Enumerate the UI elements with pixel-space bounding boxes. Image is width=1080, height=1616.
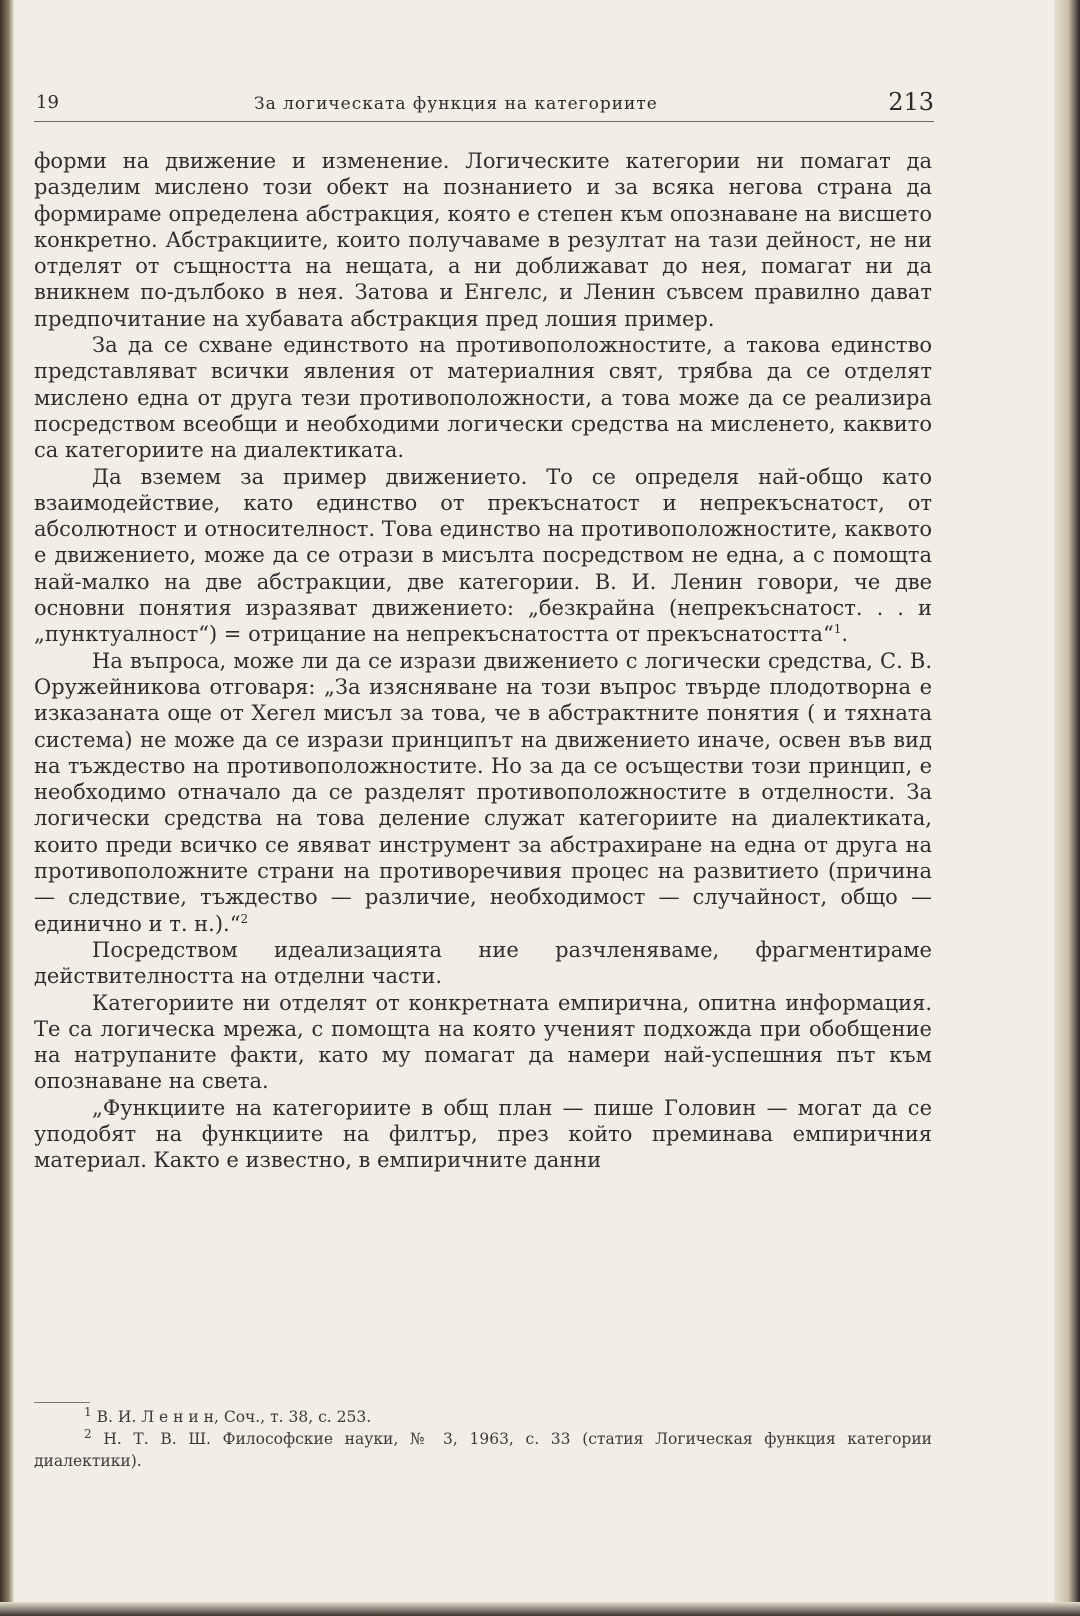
footnote-mark: 2 [240, 911, 249, 926]
footnote-mark: 2 [84, 1426, 92, 1441]
footnote-rule [34, 1402, 90, 1403]
paragraph: Категориите ни отделят от конкретната емпирична, опитна информация. Те са логическа мрежа, с помощта на която ученият подхожда при обобщение на натрупаните факти, като му помагат да намери най-успешния път към опознаване на света. [34, 990, 932, 1094]
page-edge-right [1054, 0, 1080, 1616]
running-header [34, 82, 934, 122]
paragraph-text: Да вземем за пример движението. То се определя най-общо като взаимодействие, като единство от прекъснатост и непрекъснатост, от абсолютност и относителност. Това единство на противоположностите, каквото е движението, може да се отрази в мисълта посредством не една, а с помощта най-малко на две абстракции, две категории. В. И. Ленин говори, че две основни понятия изразяват движението: „безкрайна (непрекъснатост. . . и „пунктуалност“) = отрицание на непрекъснатостта от прекъснатостта“ [34, 464, 932, 647]
footnote-text: Н. Т. В. Ш. Философские науки, № 3, 1963, с. 33 (статия Логическая функция категории диалектики). [34, 1430, 932, 1470]
paragraph: „Функциите на категориите в общ план — пише Головин — могат да се уподобят на функциите на филтър, през който преминава емпиричния материал. Както е известно, в емпиричните данни [34, 1095, 932, 1173]
page-edge-left [0, 0, 14, 1616]
header-rule [34, 121, 934, 122]
footnotes [34, 1406, 932, 1472]
body-text [34, 148, 932, 1174]
footnote [34, 1406, 932, 1428]
paragraph [34, 648, 932, 937]
footnote-text: В. И. Л е н и н, Соч., т. 38, с. 253. [96, 1408, 372, 1426]
paragraph: форми на движение и изменение. Логическите категории ни помагат да разделим мислено този обект на познанието и за всяка негова страна да формираме определена абстракция, която е степен към опознаване на висшето конкретно. Абстракциите, които получаваме в резултат на тази дейност, не ни отделят от същността на нещата, а ни доближават до нея, помагат ни да вникнем по-дълбоко в нея. Затова и Енгелс, и Ленин съвсем правилно дават предпочитание на хубавата абстракция пред лошия пример. [34, 149, 932, 331]
paragraph: Посредством идеализацията ние разчленяваме, фрагментираме действителността на отделни части. [34, 937, 932, 989]
footnote-mark: 1 [833, 622, 842, 637]
footnote-mark: 1 [84, 1404, 92, 1419]
paragraph-text: На въпроса, може ли да се изрази движението с логически средства, С. В. Оружейникова отговаря: „За изясняване на този въпрос твърде плодотворна е изказаната още от Хегел мисъл за това, че в абстрактните понятия ( и тяхната система) не може да се изрази принципът на движението иначе, освен във вид на тъждество на противоположностите. Но за да се осъществи този принцип, е необходимо отначало да се разделят противоположностите в отделности. За логически средства на това деление служат категориите на диалектиката, които преди всичко се явяват инструмент за абстрахиране на една от друга на противоположните страни на противоречивия процес на развитието (причина — следствие, тъждество — различие, необходимост — случайност, общо — единично и т. н.).“ [34, 648, 932, 936]
running-title: За логическата функция на категориите [254, 94, 658, 114]
paragraph: За да се схване единството на противоположностите, а такова единство представляват всички явления от материалния свят, трябва да се отделят мислено една от друга тези противоположности, а това може да се реализира посредством всеобщи и необходими логически средства на мисленето, каквито са категориите на диалектиката. [34, 333, 932, 463]
header-left-number: 19 [36, 92, 59, 113]
paragraph: Да вземем за пример движението. То се определя най-общо като взаимодействие, като единство от прекъснатост и непрекъснатост, от абсолютност и относителност. Това единство на противоположностите, каквото е движението, може да се отрази в мисълта посредством не една, а с помощта най-малко на две абстракции, две категории. В. И. Ленин говори, че две основни понятия изразяват движението: „безкрайна (непрекъснатост. . . и „пунктуалност“) = отрицание на непрекъснатостта от прекъснатостта“$^1$. [34, 464, 932, 647]
page-edge-bottom [0, 1602, 1080, 1616]
footnote [34, 1428, 932, 1472]
page-number: 213 [888, 88, 934, 116]
